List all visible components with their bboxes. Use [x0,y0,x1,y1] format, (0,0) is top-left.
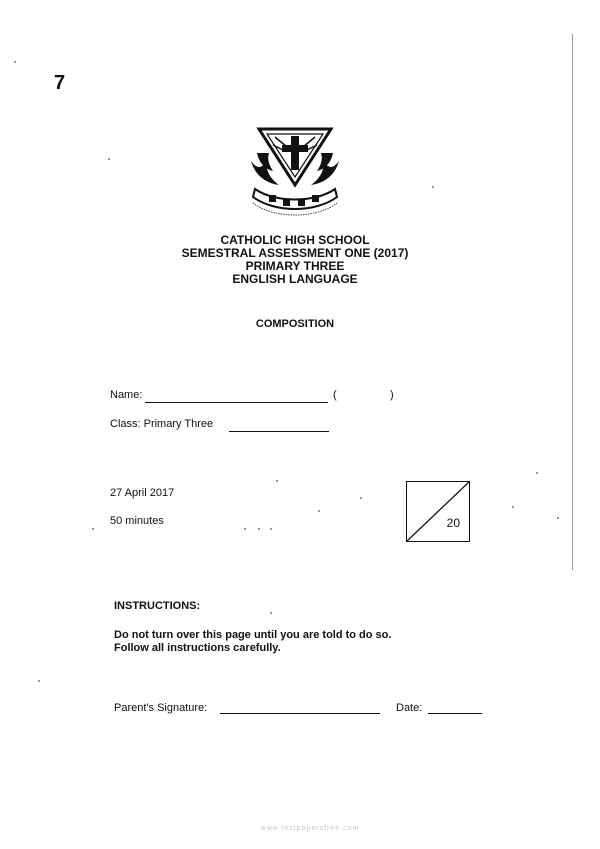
scan-speck [38,680,40,682]
scan-speck [318,510,320,512]
parent-signature-label: Parent's Signature: [114,702,208,714]
school-header [150,234,440,286]
scan-speck [244,528,246,530]
assessment-title: SEMESTRAL ASSESSMENT ONE (2017) [181,246,409,260]
instruction-line-2: Follow all instructions carefully. [114,642,281,654]
paren-close: ) [390,389,394,401]
scan-speck [14,61,16,63]
class-label: Class: Primary Three [110,418,214,430]
score-box [406,481,470,542]
scan-speck [536,472,538,474]
scan-speck [108,158,110,160]
scan-speck [360,497,362,499]
paper-title: COMPOSITION [255,318,335,330]
scan-speck [270,528,272,530]
date-underline [428,713,482,714]
signature-underline [220,713,380,714]
scan-speck [557,517,559,519]
scan-speck [512,506,514,508]
school-crest-logo [245,123,345,223]
page-edge-line [572,34,573,570]
exam-date: 27 April 2017 [110,487,175,499]
subject: ENGLISH LANGUAGE [232,272,358,286]
page-number: 7 [54,72,66,94]
scan-speck [276,480,278,482]
class-underline [229,431,329,432]
instruction-line-1: Do not turn over this page until you are told to do so. [114,629,392,641]
name-label: Name: [110,389,143,401]
scan-speck [270,612,272,614]
name-underline [145,402,328,403]
exam-duration: 50 minutes [110,515,164,527]
school-name: CATHOLIC HIGH SCHOOL [220,233,370,247]
instructions-heading: INSTRUCTIONS: [114,600,201,612]
date-label: Date: [396,702,423,714]
scan-speck [92,528,94,530]
score-diagonal [407,482,469,541]
scan-speck [432,186,434,188]
max-score: 20 [446,516,460,530]
footer-watermark: www.testpapersfree.com [260,825,360,832]
paren-open: ( [333,389,337,401]
scan-speck [258,528,260,530]
level: PRIMARY THREE [245,259,345,273]
